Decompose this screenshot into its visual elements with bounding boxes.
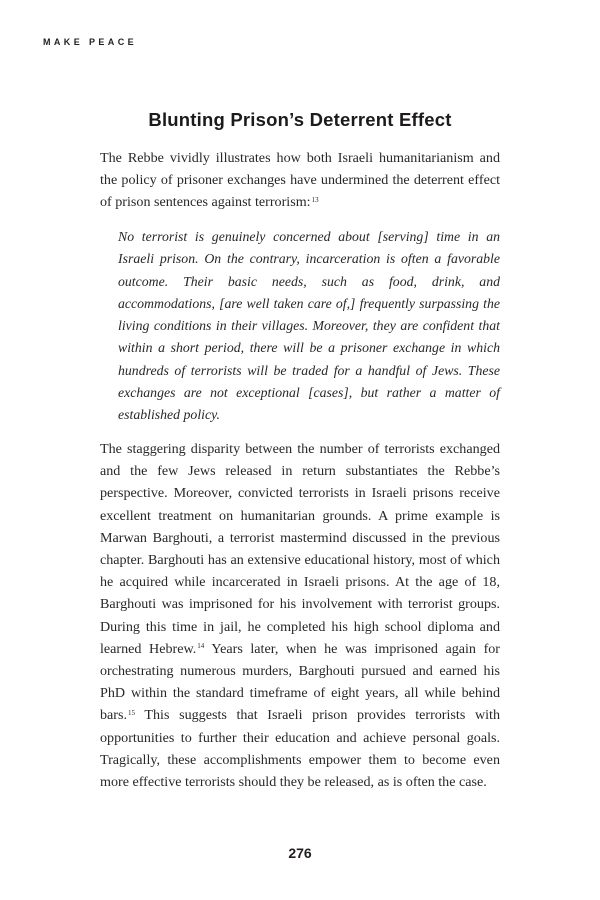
footnote-marker: 14 bbox=[197, 642, 205, 651]
page-number: 276 bbox=[288, 845, 312, 861]
main-text-part2: Years later, when he was imprisoned again for orchestrating numerous murders, Barghouti pursued and earned his PhD within the standard timeframe of eight years, all while behind bars. bbox=[100, 640, 500, 724]
footnote-marker: 13 bbox=[311, 195, 319, 204]
main-paragraph bbox=[100, 438, 500, 793]
intro-text: The Rebbe vividly illustrates how both Israeli humanitarianism and the policy of prisoner exchanges have undermined the deterrent effect of prison sentences against terrorism: bbox=[100, 150, 500, 211]
main-text-part3: This suggests that Israeli prison provides terrorists with opportunities to further their education and achieve personal goals. Tragically, these accomplishments empower them to become even more effective terrorists should they be released, as is often the case. bbox=[100, 707, 500, 791]
intro-paragraph bbox=[100, 147, 500, 214]
section-title: Blunting Prison’s Deterrent Effect bbox=[148, 109, 452, 130]
block-quote: No terrorist is genuinely concerned about [serving] time in an Israeli prison. On the contrary, incarceration is often a favorable outcome. Their basic needs, such as food, drink, and accommodations, [are well taken care of,] frequently surpassing the living conditions in their villages. Moreover, they are confident that within a short period, there will be a prisoner exchange in which hundreds of terrorists will be traded for a handful of Jews. These exchanges are not exceptional [cases], but rather a matter of established policy. bbox=[118, 229, 500, 423]
footnote-marker: 15 bbox=[128, 708, 136, 717]
running-header: MAKE PEACE bbox=[43, 37, 138, 47]
main-text-part1: The staggering disparity between the number of terrorists exchanged and the few Jews released in return substantiates the Rebbe’s perspective. Moreover, convicted terrorists in Israeli prisons receive excellent treatment on humanitarian grounds. A prime example is Marwan Barghouti, a terrorist mastermind discussed in the previous chapter. Barghouti has an extensive educational history, most of which he acquired while incarcerated in Israeli prisons. At the age of 18, Barghouti was imprisoned for his involvement with terrorist groups. During this time in jail, he completed his high school diploma and learned Hebrew. bbox=[100, 441, 500, 657]
